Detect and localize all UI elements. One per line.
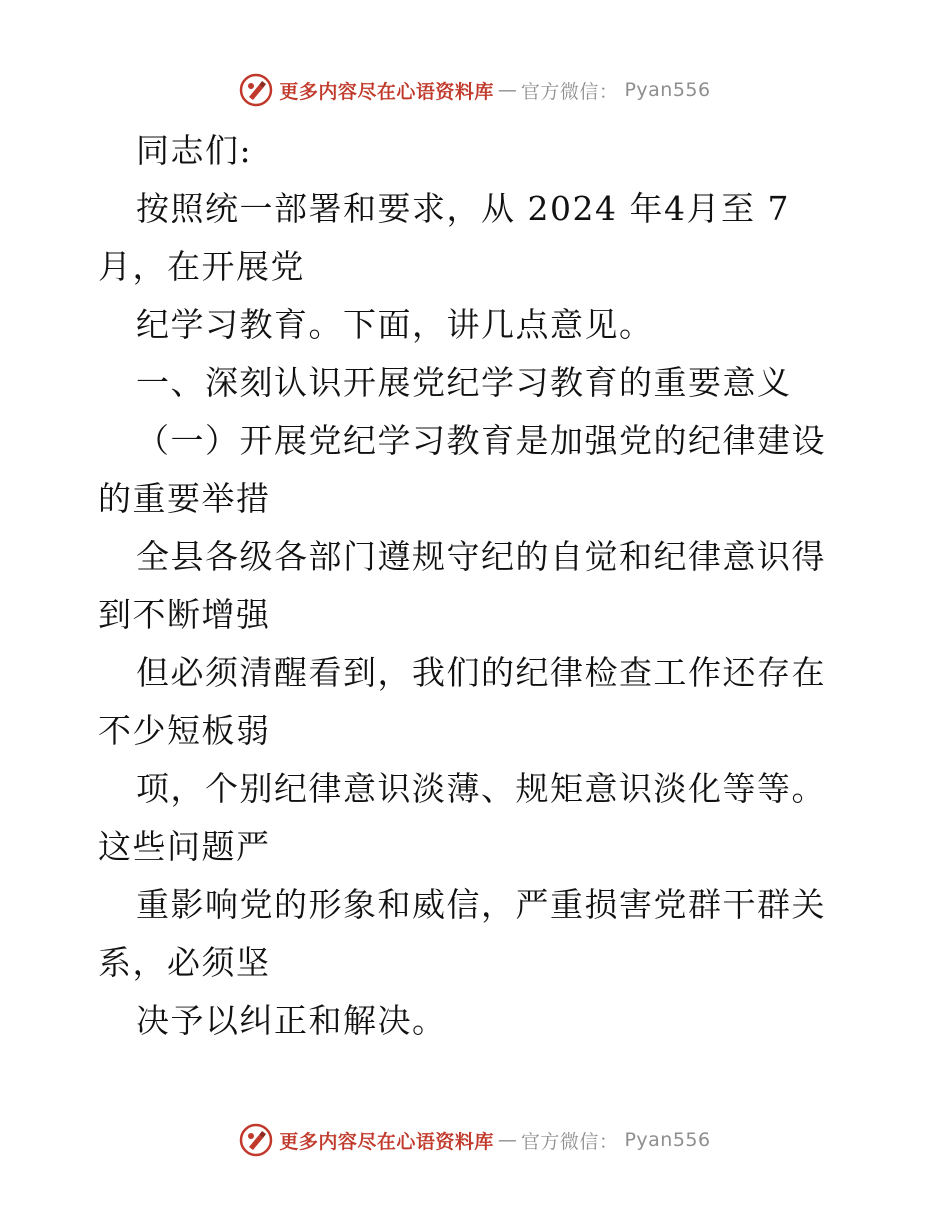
watermark-main-text: 更多内容尽在心语资料库 <box>279 1130 494 1153</box>
pen-circle-logo-icon <box>239 1123 273 1157</box>
section-heading: 一、深刻认识开展党纪学习教育的重要意义 <box>136 363 792 402</box>
header-watermark <box>0 70 950 110</box>
watermark-wechat-id: Pyan556 <box>624 79 711 101</box>
paragraph: 但必须清醒看到，我们的纪律检查工作还存在不少短板弱 <box>98 653 826 750</box>
paragraph: 项，个别纪律意识淡薄、规矩意识淡化等等。这些问题严 <box>98 769 826 866</box>
paragraph: 决予以纠正和解决。 <box>136 1001 447 1040</box>
watermark-main-text: 更多内容尽在心语资料库 <box>279 80 494 103</box>
watermark-separator: — <box>497 1129 517 1151</box>
document-body <box>98 122 858 1050</box>
watermark-wechat-id: Pyan556 <box>624 1129 711 1151</box>
pen-circle-logo-icon <box>239 73 273 107</box>
footer-watermark <box>0 1120 950 1160</box>
paragraph: 全县各级各部门遵规守纪的自觉和纪律意识得到不断增强 <box>98 537 826 634</box>
paragraph: 纪学习教育。下面，讲几点意见。 <box>136 305 654 344</box>
paragraph-salutation: 同志们: <box>136 131 253 170</box>
subsection-heading: （一）开展党纪学习教育是加强党的纪律建设的重要举措 <box>98 421 826 518</box>
paragraph: 重影响党的形象和威信，严重损害党群干群关系，必须坚 <box>98 885 826 982</box>
watermark-separator: — <box>497 79 517 101</box>
watermark-wechat-label: 官方微信： <box>520 80 619 103</box>
paragraph: 按照统一部署和要求，从 2024 年4月至 7月，在开展党 <box>98 189 790 286</box>
watermark-wechat-label: 官方微信： <box>520 1130 619 1153</box>
